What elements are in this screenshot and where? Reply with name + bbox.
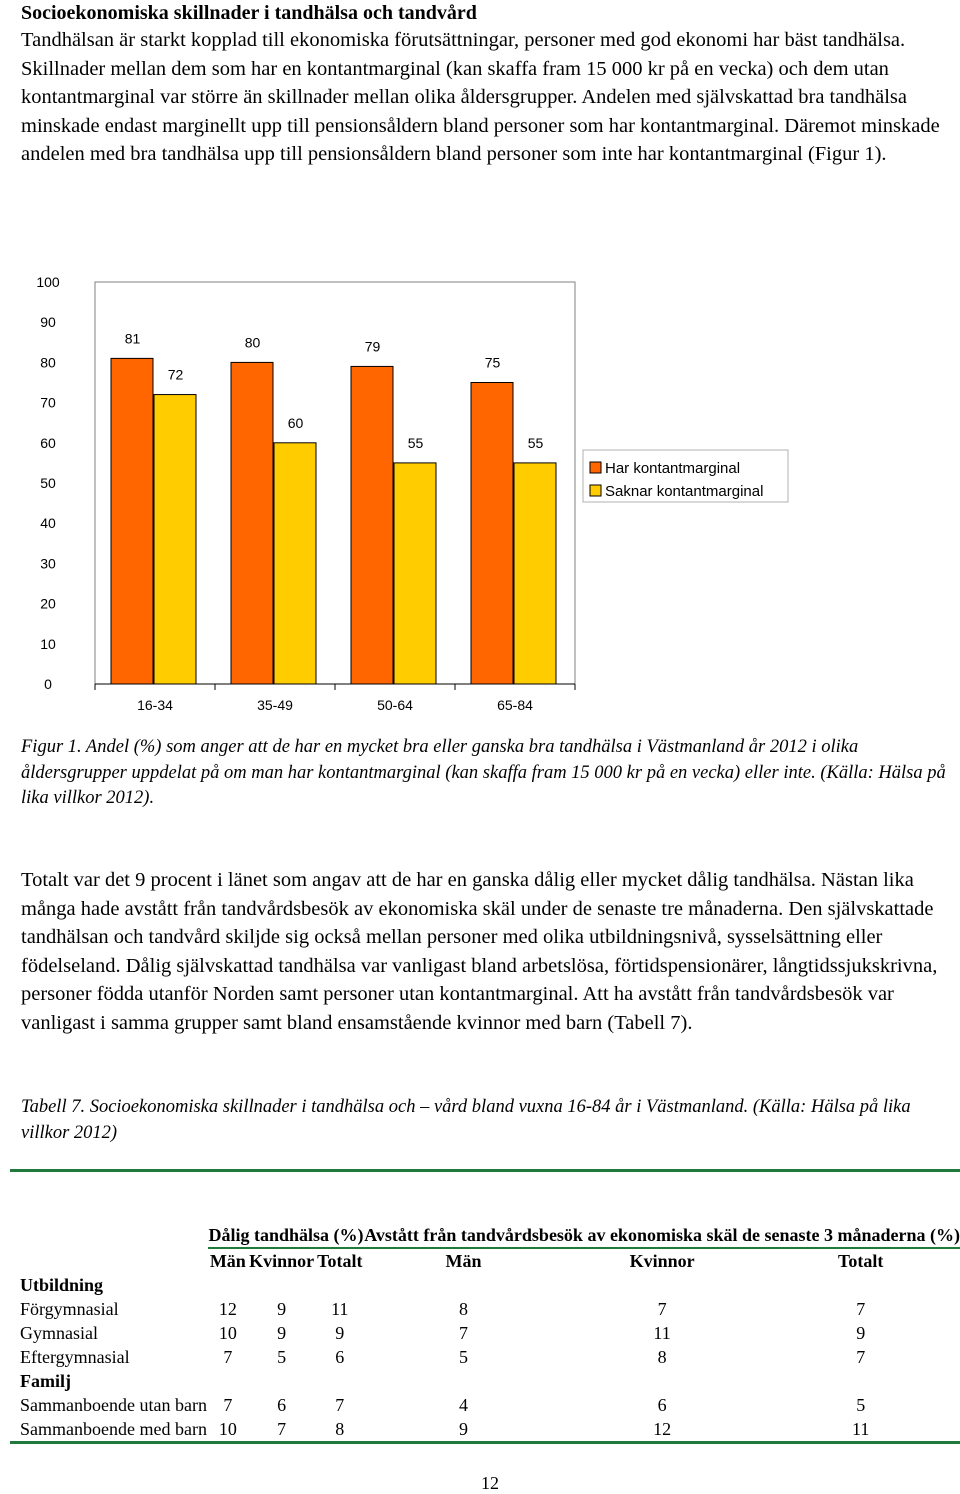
table-cell: 6 bbox=[277, 1395, 287, 1415]
legend-swatch bbox=[590, 462, 601, 473]
column-header: Män bbox=[209, 1251, 246, 1271]
table-cell: 7 bbox=[223, 1395, 233, 1415]
data-label: 55 bbox=[527, 434, 544, 451]
data-label: 72 bbox=[167, 366, 184, 383]
data-label: 55 bbox=[407, 434, 424, 451]
column-header: Totalt bbox=[838, 1251, 884, 1271]
table-cell: 9 bbox=[335, 1323, 345, 1343]
table-cell: 6 bbox=[335, 1347, 345, 1367]
table-cell: 8 bbox=[657, 1347, 667, 1367]
bar-chart bbox=[0, 260, 800, 730]
column-header: Totalt bbox=[317, 1251, 363, 1271]
table-cell: 11 bbox=[761, 1417, 960, 1443]
table-cell: 6 bbox=[657, 1395, 667, 1415]
table-cell: 12 bbox=[218, 1299, 237, 1319]
table-cell: 5 bbox=[277, 1347, 287, 1367]
y-tick-label: 90 bbox=[40, 314, 56, 331]
data-label: 60 bbox=[287, 414, 304, 431]
y-tick-label: 70 bbox=[40, 394, 56, 411]
bar-har-kontantmarginal bbox=[111, 358, 153, 684]
bar-har-kontantmarginal bbox=[351, 366, 393, 684]
data-label: 81 bbox=[124, 330, 141, 347]
y-tick-label: 20 bbox=[40, 595, 56, 612]
bar-saknar-kontantmarginal bbox=[394, 463, 436, 684]
column-header: Kvinnor bbox=[629, 1251, 695, 1271]
column-header: Kvinnor bbox=[249, 1251, 315, 1271]
x-tick-label: 35-49 bbox=[257, 697, 293, 713]
bar-saknar-kontantmarginal bbox=[274, 443, 316, 684]
table-cell: 7 bbox=[248, 1417, 315, 1443]
intro-paragraph: Tandhälsan är starkt kopplad till ekonomiska förutsättningar, personer med god ekonomi har bäst tandhälsa. Skillnader mellan dem som har en kontantmarginal (kan skaffa fram 15 000 kr på en vecka) och dem utan kontantmarginal var större än skillnader mellan olika åldersgrupper. Andelen med självskattad bra tandhälsa minskade endast marginellt upp till pensionsåldern bland personer som har kontantmarginal. Däremot minskade andelen med bra tandhälsa upp till pensionsåldern bland personer som inte har kontantmarginal (Figur 1). bbox=[21, 29, 940, 165]
y-tick-label: 100 bbox=[36, 274, 60, 290]
table-cell: 8 bbox=[315, 1417, 364, 1443]
table-cell: 10 bbox=[208, 1417, 248, 1443]
column-header: Män bbox=[445, 1251, 482, 1271]
table-section-title: Utbildning bbox=[20, 1275, 104, 1295]
table-row-label: Sammanboende med barn bbox=[10, 1417, 208, 1443]
y-tick-label: 60 bbox=[40, 434, 56, 451]
y-tick-label: 40 bbox=[40, 515, 56, 532]
bar-saknar-kontantmarginal bbox=[154, 395, 196, 684]
bar-har-kontantmarginal bbox=[471, 383, 513, 685]
legend-swatch bbox=[590, 485, 601, 496]
y-tick-label: 50 bbox=[40, 475, 56, 491]
body-paragraph: Totalt var det 9 procent i länet som angav att de har en ganska dålig eller mycket dålig tandhälsa. Nästan lika många hade avstått från tandvårdsbesök av ekonomiska skäl under de senaste tre månaderna. Den självskattade tandhälsan och tandvård skiljde sig också mellan personer med olika utbildningsnivå, sysselsättning eller födelseland. Dålig självskattad tandhälsa var vanligast bland arbetslösa, förtidspensionärer, långtidssjukskrivna, personer födda utanför Norden samt personer utan kontantmarginal. Att ha avstått från tandvårdsbesök var vanligast i samma grupper samt bland ensamstående kvinnor med barn (Tabell 7). bbox=[21, 869, 938, 1034]
table-cell: 9 bbox=[856, 1323, 866, 1343]
table-cell: 11 bbox=[331, 1299, 349, 1319]
table-cell: 11 bbox=[653, 1323, 671, 1343]
table-row-label: Gymnasial bbox=[20, 1323, 98, 1343]
table-cell: 7 bbox=[657, 1299, 667, 1319]
table-cell: 5 bbox=[459, 1347, 469, 1367]
table-cell: 12 bbox=[563, 1417, 762, 1443]
y-tick-label: 0 bbox=[44, 676, 52, 692]
data-table bbox=[10, 1169, 960, 1444]
table-row bbox=[10, 1417, 960, 1443]
data-label: 75 bbox=[484, 354, 501, 371]
table-row-label: Eftergymnasial bbox=[20, 1347, 130, 1367]
table-cell: 4 bbox=[459, 1395, 469, 1415]
y-tick-label: 10 bbox=[40, 635, 56, 652]
table-row bbox=[10, 1321, 960, 1345]
table-group-header-bad-dental-health: Dålig tandhälsa (%) bbox=[208, 1172, 365, 1248]
table-row bbox=[10, 1393, 960, 1417]
table-section-title: Familj bbox=[20, 1371, 71, 1391]
legend-label: Saknar kontantmarginal bbox=[605, 483, 764, 500]
table-cell: 5 bbox=[856, 1395, 866, 1415]
table-group-header-skipped-visit: Avstått från tandvårdsbesök av ekonomiska skäl de senaste 3 månaderna (%) bbox=[364, 1172, 960, 1248]
table-caption: Tabell 7. Socioekonomiska skillnader i tandhälsa och – vård bland vuxna 16-84 år i Västmanland. (Källa: Hälsa på lika villkor 2012) bbox=[21, 1097, 911, 1143]
figure-caption: Figur 1. Andel (%) som anger att de har en mycket bra eller ganska bra tandhälsa i Västmanland år 2012 i olika åldersgrupper uppdelat på om man har kontantmarginal (kan skaffa fram 15 000 kr på en vecka) eller inte. (Källa: Hälsa på lika villkor 2012). bbox=[21, 737, 946, 808]
x-tick-label: 50-64 bbox=[377, 697, 413, 713]
table-cell: 9 bbox=[277, 1323, 287, 1343]
data-label: 80 bbox=[244, 334, 261, 351]
table-cell: 10 bbox=[218, 1323, 237, 1343]
legend-label: Har kontantmarginal bbox=[605, 460, 741, 477]
table-row bbox=[10, 1345, 960, 1369]
table-cell: 7 bbox=[856, 1347, 866, 1367]
table-cell: 9 bbox=[277, 1299, 287, 1319]
table-row-label: Förgymnasial bbox=[20, 1299, 119, 1319]
x-tick-label: 16-34 bbox=[137, 697, 173, 713]
table-cell: 7 bbox=[335, 1395, 345, 1415]
table-cell: 8 bbox=[459, 1299, 469, 1319]
bar-saknar-kontantmarginal bbox=[514, 463, 556, 684]
y-tick-label: 80 bbox=[40, 354, 56, 371]
table-cell: 7 bbox=[459, 1323, 469, 1343]
data-label: 79 bbox=[364, 338, 381, 355]
bar-har-kontantmarginal bbox=[231, 362, 273, 684]
x-tick-label: 65-84 bbox=[497, 697, 533, 713]
table-cell: 7 bbox=[856, 1299, 866, 1319]
table-row-label: Sammanboende utan barn bbox=[20, 1395, 207, 1415]
page-number: 12 bbox=[481, 1473, 499, 1493]
section-heading: Socioekonomiska skillnader i tandhälsa och tandvård bbox=[21, 2, 477, 24]
table-row bbox=[10, 1297, 960, 1321]
table-cell: 9 bbox=[364, 1417, 563, 1443]
table-cell: 7 bbox=[223, 1347, 233, 1367]
y-tick-label: 30 bbox=[40, 555, 56, 572]
